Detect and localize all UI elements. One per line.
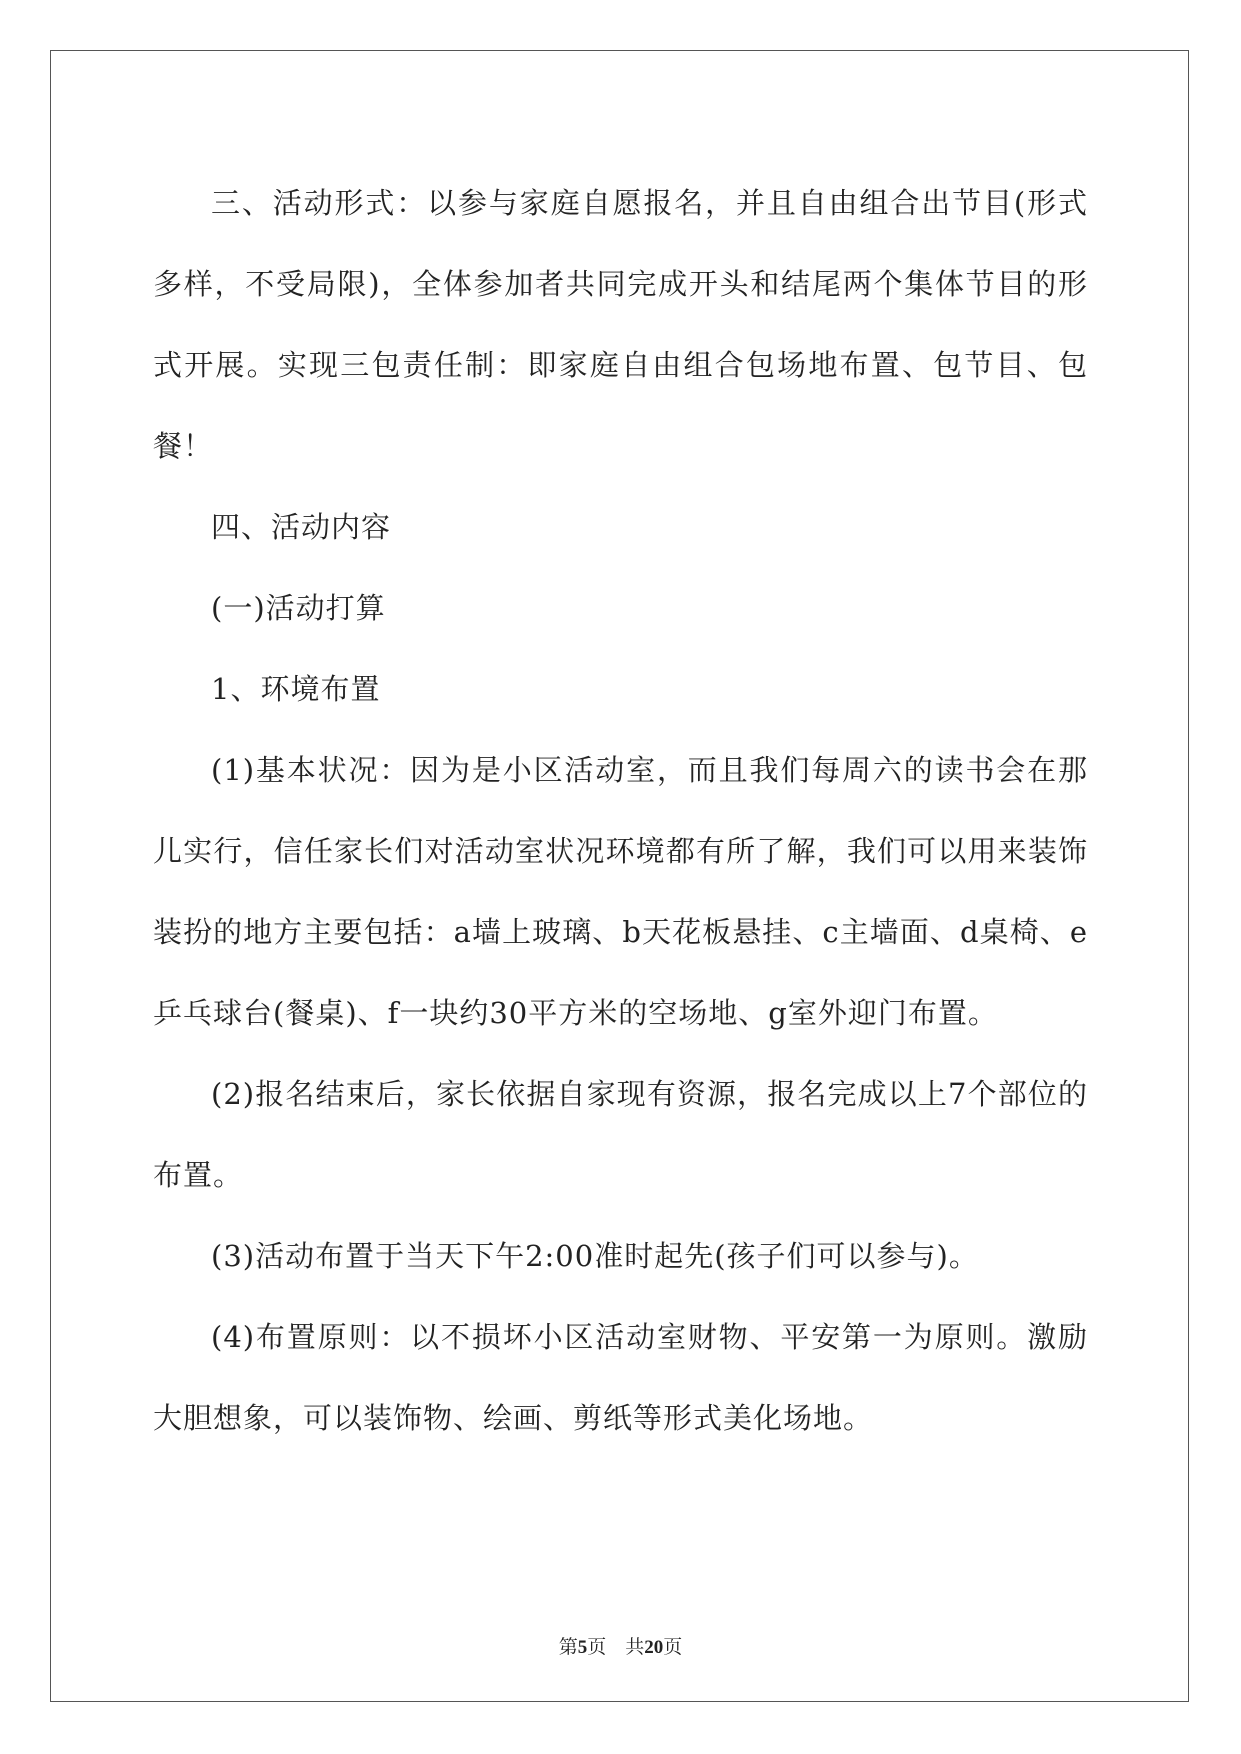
- footer-page-suffix: 页: [587, 1637, 607, 1658]
- footer-total-prefix: 共: [625, 1637, 645, 1658]
- footer-page-number: 5: [577, 1637, 588, 1658]
- paragraph-setup-principle: (4)布置原则：以不损坏小区活动室财物、平安第一为原则。激励大胆想象，可以装饰物、绘画、剪纸等形式美化场地。: [153, 1320, 1088, 1435]
- heading-activity-preparation: (一)活动打算: [211, 591, 386, 625]
- footer-total-suffix: 页: [663, 1637, 683, 1658]
- heading-activity-content: 四、活动内容: [211, 510, 392, 544]
- heading-environment-setup: 1、环境布置: [211, 672, 381, 706]
- paragraph-basic-situation: (1)基本状况：因为是小区活动室，而且我们每周六的读书会在那儿实行，信任家长们对活动室状况环境都有所了解，我们可以用来装饰装扮的地方主要包括：a墙上玻璃、b天花板悬挂、c主墙面、d桌椅、e乒乓球台(餐桌)、f一块约30平方米的空场地、g室外迎门布置。: [153, 753, 1088, 1030]
- paragraph-after-registration: (2)报名结束后，家长依据自家现有资源，报名完成以上7个部位的布置。: [153, 1077, 1088, 1192]
- document-body: [153, 163, 1088, 1459]
- paragraph-activity-form: 三、活动形式：以参与家庭自愿报名，并且自由组合出节目(形式多样，不受局限)，全体参加者共同完成开头和结尾两个集体节目的形式开展。实现三包责任制：即家庭自由组合包场地布置、包节目、包餐！: [153, 186, 1088, 463]
- footer-total-pages: 20: [644, 1637, 664, 1658]
- paragraph-setup-time: (3)活动布置于当天下午2:00准时起先(孩子们可以参与)。: [211, 1239, 979, 1273]
- page-footer: [0, 1632, 1241, 1659]
- footer-prefix: 第: [558, 1637, 578, 1658]
